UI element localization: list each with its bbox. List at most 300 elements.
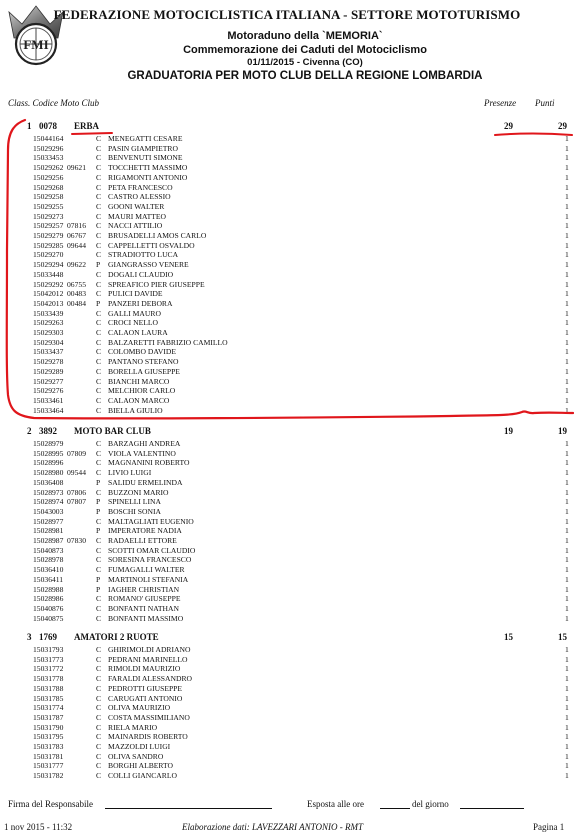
- member-name: PULICI DAVIDE: [108, 289, 163, 299]
- member-name: PEDROTTI GIUSEPPE: [108, 683, 183, 693]
- day-label: del giorno: [412, 799, 449, 809]
- member-points: 1: [565, 395, 569, 405]
- member-row: [0, 328, 574, 338]
- member-points: 1: [565, 289, 569, 299]
- member-name: BORGHI ALBERTO: [108, 761, 174, 771]
- member-name: PEDRANI MARINELLO: [108, 654, 188, 664]
- member-type: C: [96, 751, 102, 761]
- member-row: [0, 684, 574, 694]
- member-points: 1: [565, 555, 569, 565]
- member-points: 1: [565, 201, 569, 211]
- member-points: 1: [565, 328, 569, 337]
- member-tessera: 15031782: [33, 771, 64, 781]
- member-type: C: [96, 722, 102, 732]
- member-tessera: 15036408: [33, 477, 64, 487]
- member-tessera: 15029270: [33, 250, 64, 260]
- ranking-title: GRADUATORIA PER MOTO CLUB DELLA REGIONE LOMBARDIA: [127, 70, 483, 82]
- member-points: 1: [565, 574, 569, 584]
- member-name: IAGHER CHRISTIAN: [108, 584, 180, 594]
- member-type: P: [96, 477, 101, 487]
- member-name: ROMANO' GIUSEPPE: [108, 594, 181, 604]
- member-tessera: 15029276: [33, 386, 64, 396]
- member-row: [0, 526, 574, 536]
- club-header: [0, 632, 574, 643]
- member-type: C: [96, 516, 102, 526]
- member-tessera: 15029292: [33, 279, 64, 289]
- member-type: P: [96, 260, 101, 270]
- member-name: MELCHIOR CARLO: [108, 386, 176, 396]
- member-name: COLOMBO DAVIDE: [108, 347, 176, 357]
- event-date-place: 01/11/2015 - Civenna (CO): [247, 57, 363, 68]
- member-type: C: [96, 712, 102, 722]
- member-name: FARALDI ALESSANDRO: [108, 674, 193, 684]
- member-tessera: 15033439: [33, 308, 64, 318]
- member-points: 1: [565, 143, 569, 153]
- member-points: 1: [565, 231, 569, 240]
- member-tessera: 15040875: [33, 613, 64, 623]
- member-points: 1: [565, 477, 569, 487]
- member-type: C: [96, 761, 102, 771]
- member-name: SCOTTI OMAR CLAUDIO: [108, 545, 196, 555]
- member-tessera: 15031774: [33, 703, 64, 713]
- member-type: C: [96, 328, 102, 337]
- member-name: BARZAGHI ANDREA: [108, 439, 181, 448]
- member-type: C: [96, 645, 102, 654]
- member-name: BENVENUTI SIMONE: [108, 153, 183, 163]
- club-code: 1769: [39, 632, 57, 642]
- club-rank: 1: [27, 121, 32, 131]
- member-name: MAINARDIS ROBERTO: [108, 732, 188, 742]
- exposed-label: Esposta alle ore: [307, 799, 364, 809]
- club-punti: 19: [558, 426, 567, 436]
- club-header: [0, 426, 574, 437]
- member-row: [0, 478, 574, 488]
- column-header-punti: Punti: [535, 98, 555, 108]
- club-header: [0, 121, 574, 132]
- member-type: C: [96, 143, 102, 153]
- member-type: C: [96, 172, 102, 182]
- member-name: RIGAMONTI ANTONIO: [108, 172, 188, 182]
- member-row: [0, 299, 574, 309]
- member-sub-code: 00483: [67, 289, 86, 299]
- member-name: GHIRIMOLDI ADRIANO: [108, 645, 191, 654]
- member-tessera: 15028988: [33, 584, 64, 594]
- member-type: C: [96, 182, 102, 192]
- member-name: GIANGRASSO VENERE: [108, 260, 189, 270]
- time-line: [380, 808, 410, 809]
- club-name: ERBA: [74, 121, 100, 131]
- member-sub-code: 06755: [67, 279, 86, 289]
- member-tessera: 15029277: [33, 376, 64, 386]
- member-tessera: 15033461: [33, 395, 64, 405]
- member-tessera: 15028980: [33, 468, 64, 478]
- member-points: 1: [565, 693, 569, 703]
- member-type: C: [96, 376, 102, 386]
- member-tessera: 15028979: [33, 439, 64, 448]
- member-row: [0, 664, 574, 674]
- member-type: C: [96, 366, 102, 376]
- member-points: 1: [565, 594, 569, 604]
- member-points: 1: [565, 308, 569, 318]
- member-tessera: 15031793: [33, 645, 64, 654]
- member-name: RADAELLI ETTORE: [108, 536, 177, 545]
- club-name: AMATORI 2 RUOTE: [74, 632, 159, 642]
- club-punti: 15: [558, 632, 567, 642]
- member-type: C: [96, 654, 102, 664]
- member-sub-code: 07807: [67, 497, 86, 507]
- member-name: DOGALI CLAUDIO: [108, 269, 174, 279]
- member-row: [0, 250, 574, 260]
- member-tessera: 15028986: [33, 594, 64, 604]
- member-sub-code: 09644: [67, 240, 86, 250]
- member-tessera: 15028981: [33, 526, 64, 536]
- member-points: 1: [565, 506, 569, 516]
- member-points: 1: [565, 645, 569, 654]
- member-tessera: 15028995: [33, 448, 64, 458]
- member-type: C: [96, 250, 102, 260]
- member-sub-code: 09544: [67, 468, 86, 478]
- member-row: [0, 771, 574, 781]
- member-tessera: 15029285: [33, 240, 64, 250]
- member-points: 1: [565, 565, 569, 575]
- member-row: [0, 575, 574, 585]
- member-row: [0, 202, 574, 212]
- member-row: [0, 694, 574, 704]
- member-name: MAURI MATTEO: [108, 211, 167, 221]
- member-tessera: 15040876: [33, 603, 64, 613]
- member-tessera: 15031787: [33, 712, 64, 722]
- member-row: [0, 367, 574, 377]
- club-punti: 29: [558, 121, 567, 131]
- member-name: SPREAFICO PIER GIUSEPPE: [108, 279, 205, 289]
- member-row: [0, 565, 574, 575]
- member-row: [0, 163, 574, 173]
- member-name: PANTANO STEFANO: [108, 357, 179, 367]
- member-row: [0, 260, 574, 270]
- member-points: 1: [565, 487, 569, 497]
- member-points: 1: [565, 318, 569, 328]
- member-sub-code: 07830: [67, 536, 86, 545]
- member-row: [0, 183, 574, 193]
- member-type: C: [96, 347, 102, 357]
- club-presenze: 15: [504, 632, 513, 642]
- member-row: [0, 761, 574, 771]
- member-type: C: [96, 192, 102, 202]
- club-name: MOTO BAR CLUB: [74, 426, 151, 436]
- member-type: P: [96, 526, 101, 536]
- member-name: OLIVA SANDRO: [108, 751, 164, 761]
- member-type: C: [96, 279, 102, 289]
- member-type: C: [96, 703, 102, 713]
- member-name: BUZZONI MARIO: [108, 487, 169, 497]
- member-sub-code: 00484: [67, 298, 86, 308]
- member-type: C: [96, 565, 102, 575]
- member-type: P: [96, 584, 101, 594]
- member-row: [0, 517, 574, 527]
- member-row: [0, 536, 574, 546]
- member-type: C: [96, 683, 102, 693]
- member-row: [0, 270, 574, 280]
- member-points: 1: [565, 269, 569, 279]
- member-row: [0, 396, 574, 406]
- member-tessera: 15029256: [33, 172, 64, 182]
- member-name: MARTINOLI STEFANIA: [108, 574, 189, 584]
- member-type: C: [96, 448, 102, 458]
- member-name: LIVIO LUIGI: [108, 468, 152, 478]
- member-row: [0, 732, 574, 742]
- member-row: [0, 604, 574, 614]
- member-sub-code: 06767: [67, 231, 86, 240]
- member-tessera: 15029263: [33, 318, 64, 328]
- member-tessera: 15031785: [33, 693, 64, 703]
- member-row: [0, 377, 574, 387]
- member-name: COSTA MASSIMILIANO: [108, 712, 190, 722]
- member-row: [0, 280, 574, 290]
- member-tessera: 15029303: [33, 328, 64, 337]
- member-points: 1: [565, 654, 569, 664]
- member-row: [0, 645, 574, 655]
- event-subtitle: Commemorazione dei Caduti del Motociclismo: [183, 44, 427, 56]
- member-name: CROCI NELLO: [108, 318, 158, 328]
- member-points: 1: [565, 250, 569, 260]
- member-points: 1: [565, 683, 569, 693]
- member-name: BRUSADELLI AMOS CARLO: [108, 231, 207, 240]
- member-type: C: [96, 289, 102, 299]
- member-type: C: [96, 405, 102, 415]
- member-type: C: [96, 337, 102, 347]
- member-points: 1: [565, 468, 569, 478]
- member-type: C: [96, 201, 102, 211]
- member-type: P: [96, 506, 101, 516]
- member-type: C: [96, 732, 102, 742]
- member-name: MALTAGLIATI EUGENIO: [108, 516, 194, 526]
- member-row: [0, 468, 574, 478]
- member-points: 1: [565, 182, 569, 192]
- member-name: BOSCHI SONIA: [108, 506, 161, 516]
- member-row: [0, 318, 574, 328]
- member-type: C: [96, 163, 102, 173]
- member-name: PANZERI DEBORA: [108, 298, 173, 308]
- member-tessera: 15033448: [33, 269, 64, 279]
- member-name: IMPERATORE NADIA: [108, 526, 182, 536]
- member-name: BONFANTI NATHAN: [108, 603, 179, 613]
- member-type: C: [96, 664, 102, 674]
- member-type: C: [96, 439, 102, 448]
- member-points: 1: [565, 516, 569, 526]
- member-tessera: 15043003: [33, 506, 64, 516]
- member-row: [0, 703, 574, 713]
- member-tessera: 15028974: [33, 497, 64, 507]
- member-row: [0, 241, 574, 251]
- print-date: 1 nov 2015 - 11:32: [4, 822, 73, 832]
- member-points: 1: [565, 134, 569, 143]
- member-points: 1: [565, 366, 569, 376]
- member-points: 1: [565, 458, 569, 468]
- member-type: C: [96, 594, 102, 604]
- member-points: 1: [565, 703, 569, 713]
- member-row: [0, 173, 574, 183]
- member-tessera: 15044164: [33, 134, 64, 143]
- member-tessera: 15036411: [33, 574, 64, 584]
- signature-label: Firma del Responsabile: [8, 799, 93, 809]
- member-name: CASTRO ALESSIO: [108, 192, 171, 202]
- club-code: 3892: [39, 426, 57, 436]
- member-row: [0, 212, 574, 222]
- member-name: VIOLA VALENTINO: [108, 448, 176, 458]
- signature-line: [105, 808, 272, 809]
- member-type: P: [96, 298, 101, 308]
- member-points: 1: [565, 163, 569, 173]
- member-row: [0, 406, 574, 416]
- member-tessera: 15029296: [33, 143, 64, 153]
- member-name: NACCI ATTILIO: [108, 221, 163, 231]
- member-points: 1: [565, 221, 569, 231]
- member-sub-code: 09621: [67, 163, 86, 173]
- member-tessera: 15031777: [33, 761, 64, 771]
- member-tessera: 15028978: [33, 555, 64, 565]
- member-row: [0, 594, 574, 604]
- member-tessera: 15031783: [33, 742, 64, 751]
- member-points: 1: [565, 439, 569, 448]
- member-row: [0, 338, 574, 348]
- member-type: C: [96, 613, 102, 623]
- member-type: C: [96, 386, 102, 396]
- member-type: C: [96, 458, 102, 468]
- member-name: SORESINA FRANCESCO: [108, 555, 192, 565]
- member-points: 1: [565, 674, 569, 684]
- member-type: C: [96, 318, 102, 328]
- member-tessera: 15029294: [33, 260, 64, 270]
- member-points: 1: [565, 298, 569, 308]
- member-type: C: [96, 771, 102, 781]
- member-row: [0, 546, 574, 556]
- member-type: C: [96, 211, 102, 221]
- member-points: 1: [565, 526, 569, 536]
- member-tessera: 15042012: [33, 289, 64, 299]
- member-points: 1: [565, 497, 569, 507]
- member-tessera: 15036410: [33, 565, 64, 575]
- member-tessera: 15031773: [33, 654, 64, 664]
- member-tessera: 15029278: [33, 357, 64, 367]
- member-points: 1: [565, 771, 569, 781]
- member-tessera: 15031790: [33, 722, 64, 732]
- federation-title: FEDERAZIONE MOTOCICLISTICA ITALIANA - SETTORE MOTOTURISMO: [53, 7, 521, 22]
- member-type: C: [96, 545, 102, 555]
- member-row: [0, 144, 574, 154]
- member-name: CARUGATI ANTONIO: [108, 693, 183, 703]
- member-points: 1: [565, 192, 569, 202]
- member-points: 1: [565, 172, 569, 182]
- member-name: PETA FRANCESCO: [108, 182, 173, 192]
- member-tessera: 15033437: [33, 347, 64, 357]
- member-points: 1: [565, 260, 569, 270]
- member-row: [0, 614, 574, 624]
- member-tessera: 15031781: [33, 751, 64, 761]
- member-points: 1: [565, 347, 569, 357]
- member-name: MENEGATTI CESARE: [108, 134, 183, 143]
- member-row: [0, 439, 574, 449]
- member-row: [0, 585, 574, 595]
- member-tessera: 15029268: [33, 182, 64, 192]
- member-type: C: [96, 487, 102, 497]
- member-name: FUMAGALLI WALTER: [108, 565, 185, 575]
- club-rank: 2: [27, 426, 32, 436]
- member-points: 1: [565, 211, 569, 221]
- member-tessera: 15028977: [33, 516, 64, 526]
- member-points: 1: [565, 722, 569, 732]
- member-sub-code: 09622: [67, 260, 86, 270]
- member-tessera: 15029273: [33, 211, 64, 221]
- column-header-class: Class. Codice Moto Club: [8, 98, 100, 108]
- member-tessera: 15028973: [33, 487, 64, 497]
- club-code: 0078: [39, 121, 57, 131]
- member-row: [0, 655, 574, 665]
- member-row: [0, 723, 574, 733]
- member-row: [0, 134, 574, 144]
- member-tessera: 15031788: [33, 683, 64, 693]
- member-tessera: 15029257: [33, 221, 64, 231]
- member-tessera: 15031772: [33, 664, 64, 674]
- member-type: C: [96, 221, 102, 231]
- member-tessera: 15028996: [33, 458, 64, 468]
- day-line: [460, 808, 524, 809]
- member-points: 1: [565, 732, 569, 742]
- member-type: P: [96, 574, 101, 584]
- member-row: [0, 289, 574, 299]
- member-type: C: [96, 555, 102, 565]
- member-row: [0, 357, 574, 367]
- member-name: GOONI WALTER: [108, 201, 165, 211]
- member-name: MAZZOLDI LUIGI: [108, 742, 171, 751]
- member-row: [0, 153, 574, 163]
- member-points: 1: [565, 405, 569, 415]
- member-type: C: [96, 240, 102, 250]
- member-name: STRADIOTTO LUCA: [108, 250, 179, 260]
- member-type: C: [96, 269, 102, 279]
- member-points: 1: [565, 153, 569, 163]
- member-points: 1: [565, 386, 569, 396]
- club-rank: 3: [27, 632, 32, 642]
- member-tessera: 15029255: [33, 201, 64, 211]
- member-row: [0, 347, 574, 357]
- member-tessera: 15042013: [33, 298, 64, 308]
- member-row: [0, 497, 574, 507]
- member-name: SPINELLI LINA: [108, 497, 161, 507]
- member-row: [0, 309, 574, 319]
- member-sub-code: 07809: [67, 448, 86, 458]
- member-tessera: 15031795: [33, 732, 64, 742]
- page-number: Pagina 1: [533, 822, 565, 832]
- member-name: RIELA MARIO: [108, 722, 158, 732]
- member-name: PASIN GIAMPIETRO: [108, 143, 178, 153]
- member-type: C: [96, 231, 102, 240]
- member-points: 1: [565, 240, 569, 250]
- member-row: [0, 458, 574, 468]
- member-points: 1: [565, 584, 569, 594]
- member-type: C: [96, 603, 102, 613]
- member-points: 1: [565, 448, 569, 458]
- member-name: BONFANTI MASSIMO: [108, 613, 184, 623]
- member-row: [0, 507, 574, 517]
- member-row: [0, 221, 574, 231]
- member-points: 1: [565, 279, 569, 289]
- member-name: BIANCHI MARCO: [108, 376, 170, 386]
- member-points: 1: [565, 545, 569, 555]
- member-points: 1: [565, 536, 569, 545]
- member-row: [0, 555, 574, 565]
- member-points: 1: [565, 376, 569, 386]
- member-row: [0, 231, 574, 241]
